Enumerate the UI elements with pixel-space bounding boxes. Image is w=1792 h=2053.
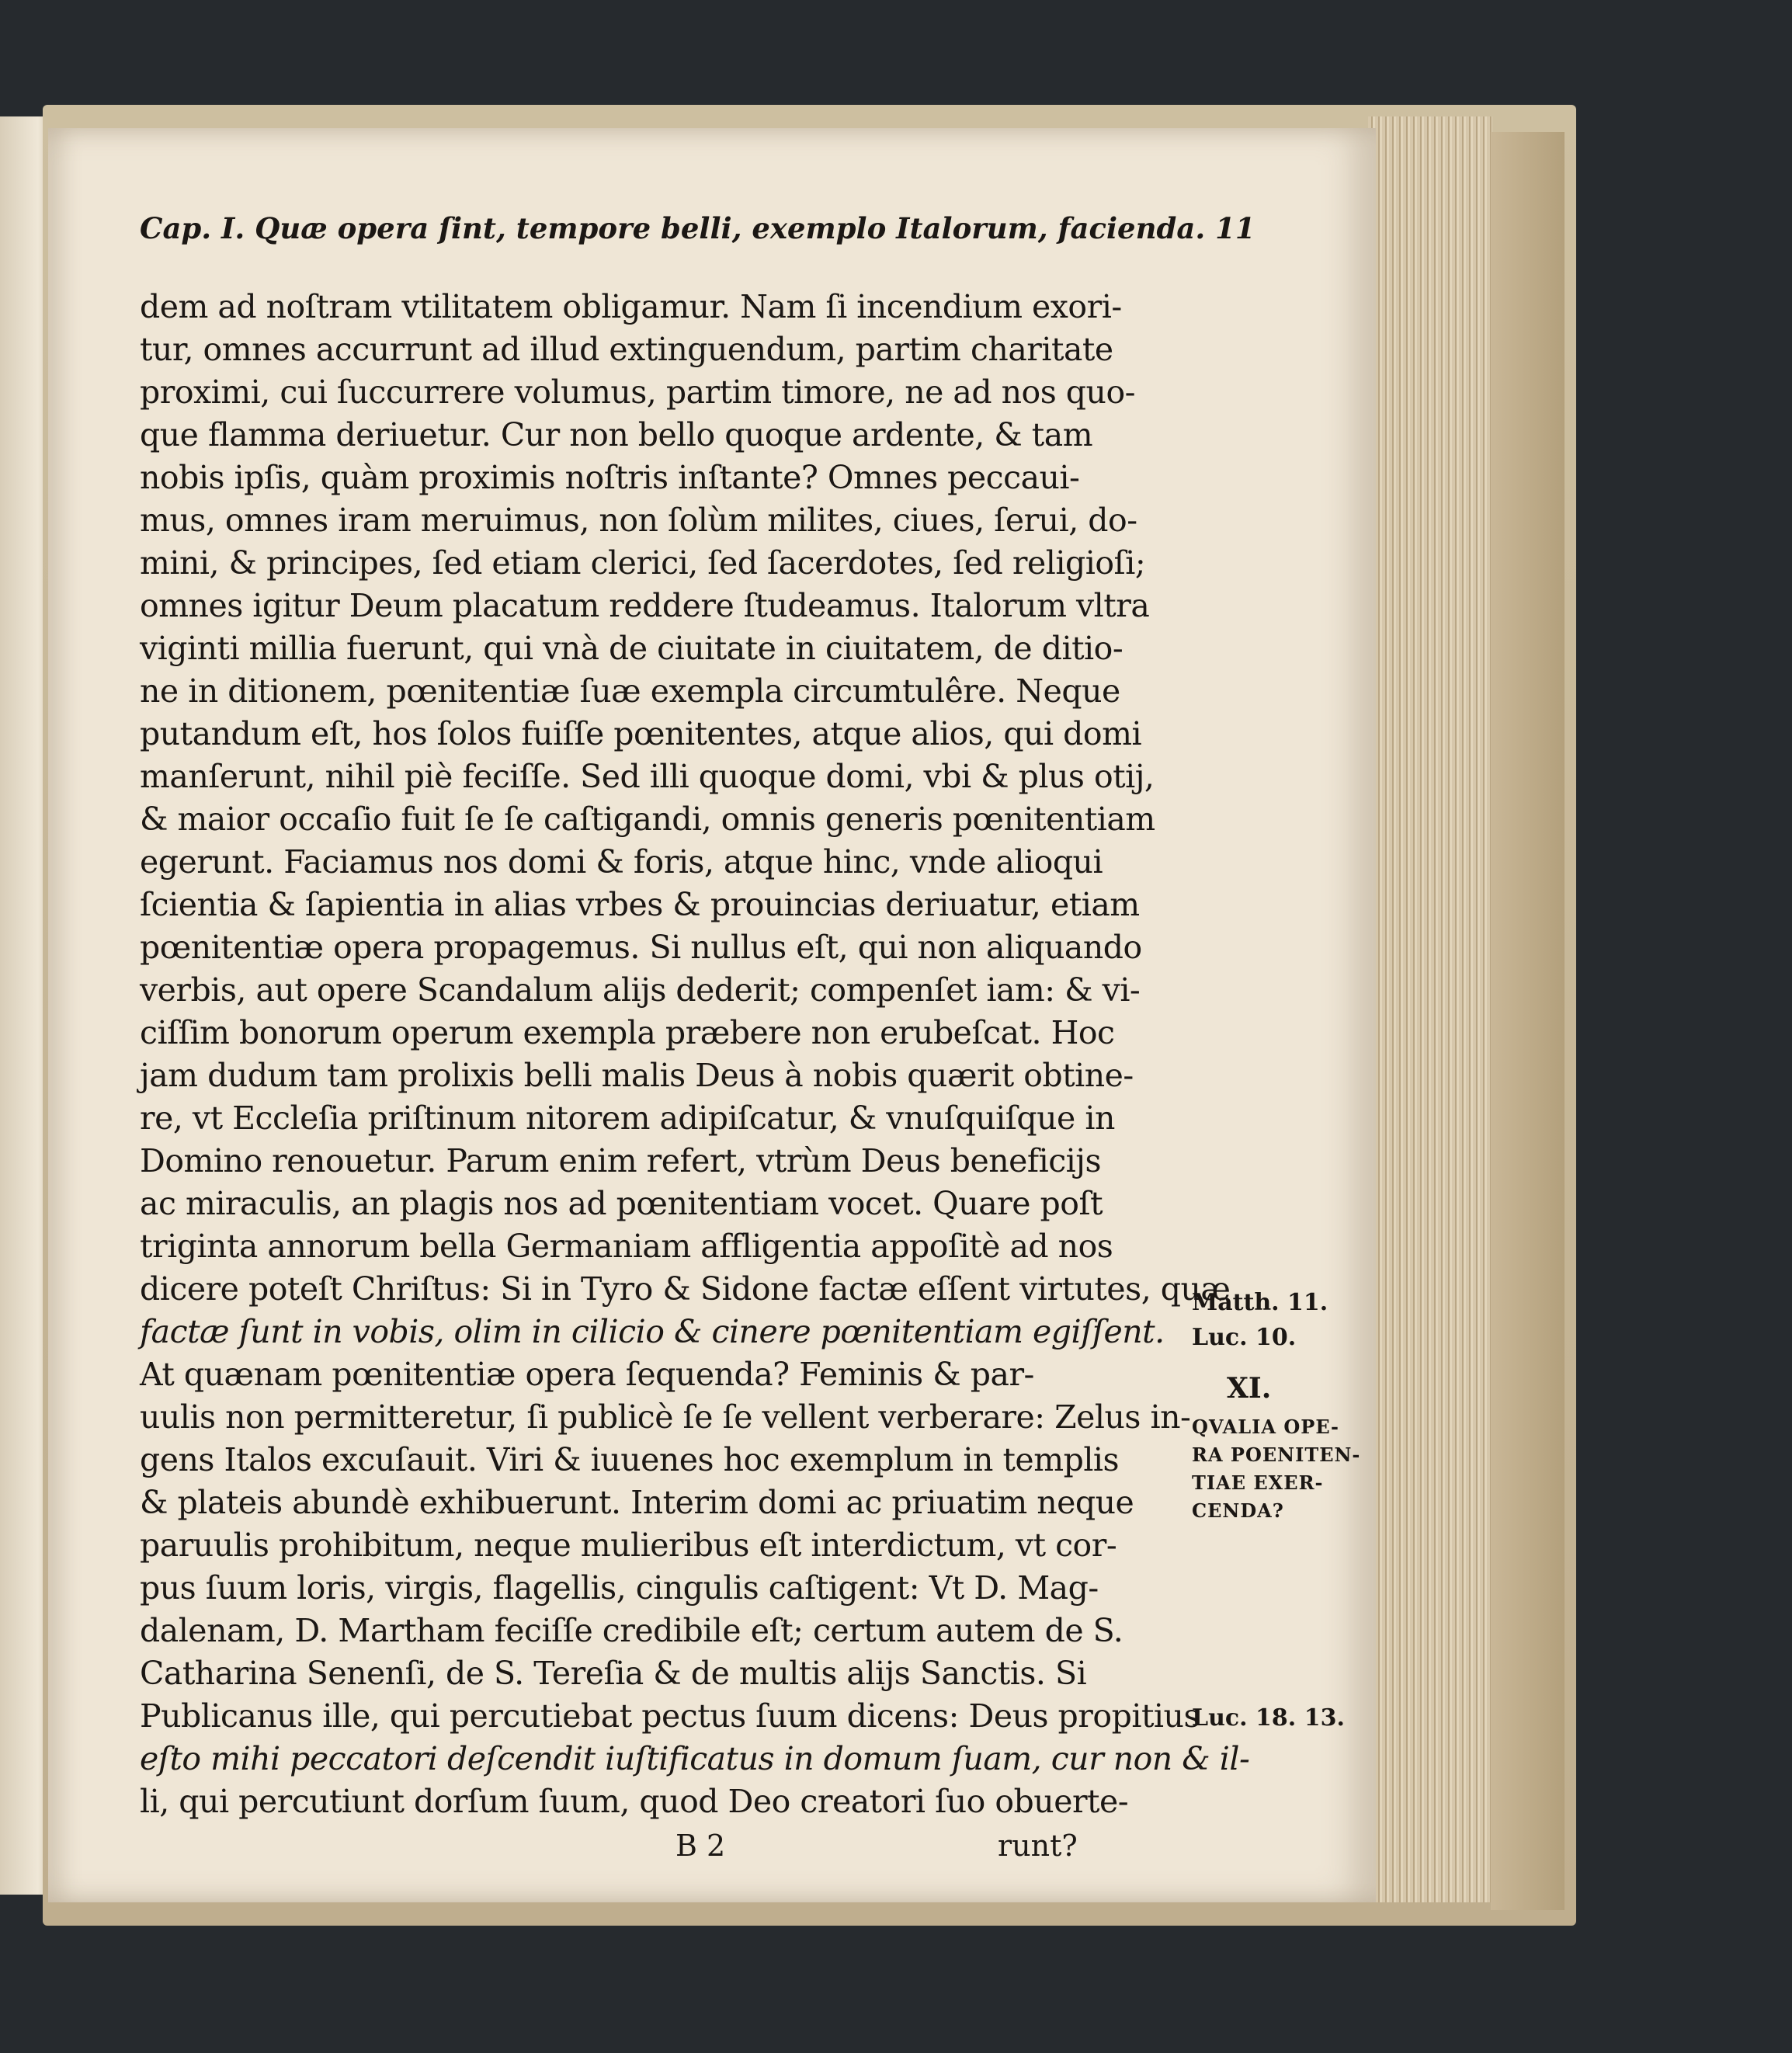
text-line: factæ ſunt in vobis, olim in cilicio & cinere pœnitentiam egiſſent. bbox=[140, 1313, 1165, 1350]
text-line: uulis non permitteretur, ſi publicè ſe ſe vellent verberare: Zelus in- bbox=[140, 1398, 1191, 1436]
text-line: pœnitentiæ opera propagemus. Si nullus eſt, qui non aliquando bbox=[140, 929, 1142, 966]
text-line: jam dudum tam prolixis belli malis Deus à nobis quærit obtine- bbox=[140, 1057, 1134, 1094]
page-block-edge bbox=[1368, 116, 1492, 1902]
text-line: dalenam, D. Martham feciſſe credibile eſt; certum autem de S. bbox=[140, 1612, 1123, 1649]
text-line: viginti millia fuerunt, qui vnà de ciuitate in ciuitatem, de ditio- bbox=[140, 630, 1123, 667]
margin-section-number: XI. bbox=[1227, 1372, 1272, 1405]
text-line: eſto mihi peccatori deſcendit iuſtificatus in domum ſuam, cur non & il- bbox=[140, 1740, 1250, 1777]
text-line: manſerunt, nihil piè feciſſe. Sed illi quoque domi, vbi & plus otij, bbox=[140, 758, 1155, 795]
text-line: ciſſim bonorum operum exempla præbere non erubeſcat. Hoc bbox=[140, 1014, 1115, 1051]
margin-section-title: TIAE EXER- bbox=[1192, 1471, 1324, 1494]
signature-mark: B 2 bbox=[675, 1829, 726, 1863]
text-line: li, qui percutiunt dorſum ſuum, quod Deo creatori ſuo obuerte- bbox=[140, 1783, 1129, 1820]
text-line: re, vt Eccleſia priſtinum nitorem adipiſcatur, & vnuſquiſque in bbox=[140, 1099, 1115, 1137]
margin-reference: Matth. 11. bbox=[1192, 1289, 1328, 1316]
text-line: pus ſuum loris, virgis, flagellis, cingulis caſtigent: Vt D. Mag- bbox=[140, 1569, 1099, 1607]
text-line: ac miraculis, an plagis nos ad pœnitentiam vocet. Quare poſt bbox=[140, 1185, 1103, 1222]
text-line: At quænam pœnitentiæ opera ſequenda? Feminis & par- bbox=[140, 1356, 1034, 1393]
binding-edge bbox=[1491, 132, 1565, 1910]
text-line: triginta annorum bella Germaniam affligentia appoſitè ad nos bbox=[140, 1228, 1113, 1265]
text-line: proximi, cui ſuccurrere volumus, partim timore, ne ad nos quo- bbox=[140, 373, 1136, 411]
text-line: gens Italos excuſauit. Viri & iuuenes hoc exemplum in templis bbox=[140, 1441, 1120, 1478]
running-header: Cap. I. Quæ opera ſint, tempore belli, exemplo Italorum, facienda. 11 bbox=[140, 211, 1255, 245]
catchword: runt? bbox=[998, 1829, 1078, 1863]
margin-section-title: RA POENITEN- bbox=[1192, 1443, 1361, 1466]
text-line: & maior occaſio fuit ſe ſe caſtigandi, omnis generis pœnitentiam bbox=[140, 801, 1155, 838]
text-line: omnes igitur Deum placatum reddere ſtudeamus. Italorum vltra bbox=[140, 587, 1150, 624]
margin-section-title: CENDA? bbox=[1192, 1499, 1284, 1522]
text-line: Domino renouetur. Parum enim refert, vtrùm Deus beneficijs bbox=[140, 1142, 1102, 1179]
text-line: mini, & principes, ſed etiam clerici, ſed ſacerdotes, ſed religioſi; bbox=[140, 544, 1146, 582]
text-line: ne in ditionem, pœnitentiæ ſuæ exempla circumtulêre. Neque bbox=[140, 672, 1120, 710]
text-line: Catharina Senenſi, de S. Tereſia & de multis alijs Sanctis. Si bbox=[140, 1655, 1087, 1692]
text-line: egerunt. Faciamus nos domi & foris, atque hinc, vnde alioqui bbox=[140, 843, 1103, 881]
text-line: & plateis abundè exhibuerunt. Interim domi ac priuatim neque bbox=[140, 1484, 1134, 1521]
margin-reference: Luc. 10. bbox=[1192, 1324, 1297, 1351]
text-line: Publicanus ille, qui percutiebat pectus ſuum dicens: Deus propitius bbox=[140, 1697, 1200, 1735]
text-line: tur, omnes accurrunt ad illud extinguendum, partim charitate bbox=[140, 331, 1113, 368]
text-line: paruulis prohibitum, neque mulieribus eſt interdictum, vt cor- bbox=[140, 1527, 1117, 1564]
text-line: dem ad noſtram vtilitatem obligamur. Nam ſi incendium exori- bbox=[140, 288, 1122, 325]
text-line: que flamma deriuetur. Cur non bello quoque ardente, & tam bbox=[140, 416, 1093, 453]
text-line: ſcientia & ſapientia in alias vrbes & prouincias deriuatur, etiam bbox=[140, 886, 1140, 923]
text-line: verbis, aut opere Scandalum alijs dederit; compenſet iam: & vi- bbox=[140, 971, 1141, 1009]
text-line: nobis ipſis, quàm proximis noſtris inſtante? Omnes peccaui- bbox=[140, 459, 1080, 496]
text-line: putandum eſt, hos ſolos fuiſſe pœnitentes, atque alios, qui domi bbox=[140, 715, 1142, 752]
text-line: mus, omnes iram meruimus, non ſolùm milites, ciues, ſerui, do- bbox=[140, 502, 1137, 539]
margin-reference: Luc. 18. 13. bbox=[1192, 1704, 1345, 1732]
margin-section-title: QVALIA OPE- bbox=[1192, 1416, 1340, 1438]
text-line: dicere poteſt Chriſtus: Si in Tyro & Sidone factæ eſſent virtutes, quæ bbox=[140, 1270, 1231, 1308]
